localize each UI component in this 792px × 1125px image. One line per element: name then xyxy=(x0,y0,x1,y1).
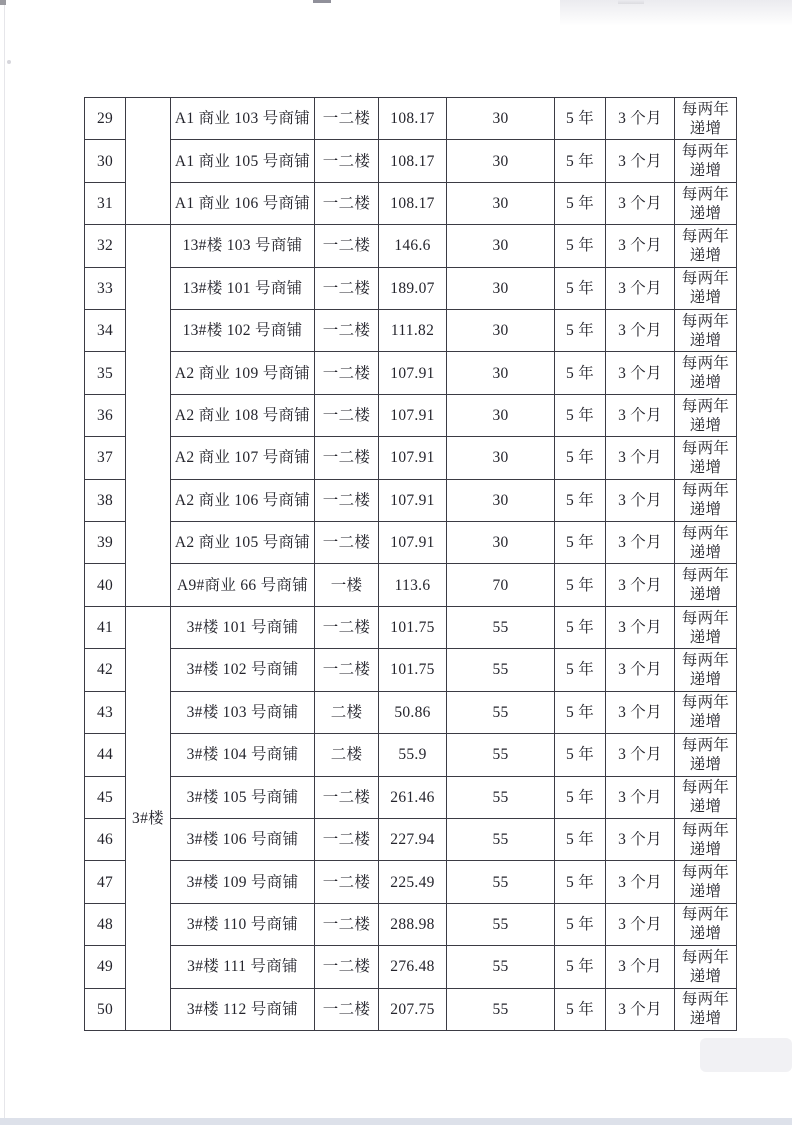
rent-increase-cell: 每两年递增 xyxy=(675,564,737,606)
shop-name-cell: 3#楼 109 号商铺 xyxy=(171,861,315,903)
price-cell: 30 xyxy=(447,225,555,267)
rent-increase-cell: 每两年递增 xyxy=(675,734,737,776)
price-cell: 55 xyxy=(447,988,555,1030)
rent-increase-cell: 每两年递增 xyxy=(675,861,737,903)
row-number-cell: 41 xyxy=(85,606,126,648)
rent-increase-cell: 每两年递增 xyxy=(675,649,737,691)
rent-increase-cell: 每两年递增 xyxy=(675,776,737,818)
floor-cell: 一二楼 xyxy=(315,988,379,1030)
shop-name-cell: 13#楼 102 号商铺 xyxy=(171,310,315,352)
table-row xyxy=(85,140,737,182)
rent-free-cell: 3 个月 xyxy=(606,776,675,818)
price-cell: 55 xyxy=(447,903,555,945)
floor-cell: 一二楼 xyxy=(315,182,379,224)
row-number-cell: 48 xyxy=(85,903,126,945)
rent-increase-cell: 每两年递增 xyxy=(675,267,737,309)
row-number-cell: 36 xyxy=(85,394,126,436)
building-group-cell xyxy=(126,98,171,225)
price-cell: 30 xyxy=(447,522,555,564)
rent-free-cell: 3 个月 xyxy=(606,140,675,182)
lease-term-cell: 5 年 xyxy=(555,649,606,691)
building-group-cell xyxy=(126,225,171,607)
lease-term-cell: 5 年 xyxy=(555,903,606,945)
price-cell: 30 xyxy=(447,352,555,394)
rent-increase-cell: 每两年递增 xyxy=(675,988,737,1030)
lease-term-cell: 5 年 xyxy=(555,267,606,309)
rent-increase-cell: 每两年递增 xyxy=(675,98,737,140)
price-cell: 30 xyxy=(447,267,555,309)
row-number-cell: 49 xyxy=(85,946,126,988)
row-number-cell: 43 xyxy=(85,691,126,733)
lease-term-cell: 5 年 xyxy=(555,522,606,564)
area-cell: 207.75 xyxy=(379,988,447,1030)
rent-increase-cell: 每两年递增 xyxy=(675,903,737,945)
shop-name-cell: 3#楼 102 号商铺 xyxy=(171,649,315,691)
table-row xyxy=(85,352,737,394)
floor-cell: 一二楼 xyxy=(315,479,379,521)
price-cell: 55 xyxy=(447,691,555,733)
rent-increase-cell: 每两年递增 xyxy=(675,182,737,224)
rent-free-cell: 3 个月 xyxy=(606,946,675,988)
lease-term-cell: 5 年 xyxy=(555,437,606,479)
table-row xyxy=(85,225,737,267)
area-cell: 225.49 xyxy=(379,861,447,903)
price-cell: 30 xyxy=(447,310,555,352)
row-number-cell: 46 xyxy=(85,818,126,860)
rent-increase-cell: 每两年递增 xyxy=(675,437,737,479)
floor-cell: 一二楼 xyxy=(315,649,379,691)
area-cell: 108.17 xyxy=(379,182,447,224)
area-cell: 50.86 xyxy=(379,691,447,733)
table-row xyxy=(85,98,737,140)
table-row xyxy=(85,394,737,436)
shop-name-cell: A2 商业 109 号商铺 xyxy=(171,352,315,394)
table-row xyxy=(85,988,737,1030)
table-row xyxy=(85,267,737,309)
table-row xyxy=(85,691,737,733)
area-cell: 276.48 xyxy=(379,946,447,988)
lease-term-cell: 5 年 xyxy=(555,140,606,182)
shop-name-cell: 3#楼 110 号商铺 xyxy=(171,903,315,945)
price-cell: 30 xyxy=(447,394,555,436)
lease-term-cell: 5 年 xyxy=(555,225,606,267)
rent-free-cell: 3 个月 xyxy=(606,310,675,352)
shop-name-cell: 3#楼 106 号商铺 xyxy=(171,818,315,860)
price-cell: 70 xyxy=(447,564,555,606)
area-cell: 111.82 xyxy=(379,310,447,352)
lease-term-cell: 5 年 xyxy=(555,98,606,140)
table-row xyxy=(85,479,737,521)
table-row xyxy=(85,903,737,945)
price-cell: 55 xyxy=(447,818,555,860)
rent-increase-cell: 每两年递增 xyxy=(675,606,737,648)
scan-artifact-bottom-strip xyxy=(0,1118,792,1125)
row-number-cell: 33 xyxy=(85,267,126,309)
floor-cell: 一二楼 xyxy=(315,225,379,267)
scan-artifact-top-mark xyxy=(618,0,644,4)
area-cell: 107.91 xyxy=(379,394,447,436)
shop-name-cell: 13#楼 103 号商铺 xyxy=(171,225,315,267)
table-row xyxy=(85,649,737,691)
rent-free-cell: 3 个月 xyxy=(606,564,675,606)
lease-term-cell: 5 年 xyxy=(555,606,606,648)
rent-free-cell: 3 个月 xyxy=(606,606,675,648)
lease-term-cell: 5 年 xyxy=(555,564,606,606)
area-cell: 55.9 xyxy=(379,734,447,776)
row-number-cell: 39 xyxy=(85,522,126,564)
row-number-cell: 50 xyxy=(85,988,126,1030)
table-row xyxy=(85,522,737,564)
price-cell: 30 xyxy=(447,182,555,224)
row-number-cell: 45 xyxy=(85,776,126,818)
lease-table xyxy=(84,97,737,1031)
rent-free-cell: 3 个月 xyxy=(606,437,675,479)
row-number-cell: 38 xyxy=(85,479,126,521)
price-cell: 55 xyxy=(447,946,555,988)
price-cell: 55 xyxy=(447,776,555,818)
price-cell: 30 xyxy=(447,479,555,521)
rent-increase-cell: 每两年递增 xyxy=(675,479,737,521)
shop-name-cell: A9#商业 66 号商铺 xyxy=(171,564,315,606)
floor-cell: 一楼 xyxy=(315,564,379,606)
table-row xyxy=(85,818,737,860)
lease-term-cell: 5 年 xyxy=(555,818,606,860)
rent-free-cell: 3 个月 xyxy=(606,818,675,860)
area-cell: 101.75 xyxy=(379,606,447,648)
lease-term-cell: 5 年 xyxy=(555,182,606,224)
area-cell: 108.17 xyxy=(379,140,447,182)
row-number-cell: 44 xyxy=(85,734,126,776)
shop-name-cell: A1 商业 106 号商铺 xyxy=(171,182,315,224)
lease-term-cell: 5 年 xyxy=(555,776,606,818)
area-cell: 107.91 xyxy=(379,522,447,564)
price-cell: 55 xyxy=(447,861,555,903)
table-row xyxy=(85,946,737,988)
rent-free-cell: 3 个月 xyxy=(606,98,675,140)
rent-free-cell: 3 个月 xyxy=(606,394,675,436)
floor-cell: 一二楼 xyxy=(315,267,379,309)
floor-cell: 一二楼 xyxy=(315,776,379,818)
row-number-cell: 32 xyxy=(85,225,126,267)
floor-cell: 二楼 xyxy=(315,734,379,776)
area-cell: 107.91 xyxy=(379,479,447,521)
rent-increase-cell: 每两年递增 xyxy=(675,140,737,182)
lease-term-cell: 5 年 xyxy=(555,310,606,352)
floor-cell: 一二楼 xyxy=(315,861,379,903)
area-cell: 107.91 xyxy=(379,352,447,394)
floor-cell: 一二楼 xyxy=(315,437,379,479)
table-row xyxy=(85,776,737,818)
rent-free-cell: 3 个月 xyxy=(606,352,675,394)
table-row xyxy=(85,861,737,903)
scan-artifact-speck xyxy=(7,60,11,64)
lease-term-cell: 5 年 xyxy=(555,861,606,903)
rent-increase-cell: 每两年递增 xyxy=(675,225,737,267)
row-number-cell: 29 xyxy=(85,98,126,140)
table-row xyxy=(85,310,737,352)
row-number-cell: 34 xyxy=(85,310,126,352)
floor-cell: 一二楼 xyxy=(315,818,379,860)
rent-free-cell: 3 个月 xyxy=(606,479,675,521)
shop-name-cell: A2 商业 106 号商铺 xyxy=(171,479,315,521)
area-cell: 146.6 xyxy=(379,225,447,267)
shop-name-cell: 3#楼 111 号商铺 xyxy=(171,946,315,988)
rent-increase-cell: 每两年递增 xyxy=(675,946,737,988)
rent-increase-cell: 每两年递增 xyxy=(675,352,737,394)
floor-cell: 一二楼 xyxy=(315,522,379,564)
floor-cell: 一二楼 xyxy=(315,352,379,394)
lease-term-cell: 5 年 xyxy=(555,734,606,776)
lease-table-body xyxy=(85,98,737,1031)
rent-free-cell: 3 个月 xyxy=(606,988,675,1030)
table-row xyxy=(85,564,737,606)
area-cell: 189.07 xyxy=(379,267,447,309)
rent-free-cell: 3 个月 xyxy=(606,649,675,691)
area-cell: 261.46 xyxy=(379,776,447,818)
table-row xyxy=(85,437,737,479)
scan-artifact-top-left-mark xyxy=(0,0,6,5)
row-number-cell: 30 xyxy=(85,140,126,182)
shop-name-cell: 3#楼 104 号商铺 xyxy=(171,734,315,776)
rent-free-cell: 3 个月 xyxy=(606,861,675,903)
shop-name-cell: 13#楼 101 号商铺 xyxy=(171,267,315,309)
row-number-cell: 31 xyxy=(85,182,126,224)
price-cell: 55 xyxy=(447,649,555,691)
row-number-cell: 35 xyxy=(85,352,126,394)
floor-cell: 一二楼 xyxy=(315,98,379,140)
shop-name-cell: A2 商业 105 号商铺 xyxy=(171,522,315,564)
floor-cell: 一二楼 xyxy=(315,946,379,988)
row-number-cell: 42 xyxy=(85,649,126,691)
rent-increase-cell: 每两年递增 xyxy=(675,818,737,860)
area-cell: 107.91 xyxy=(379,437,447,479)
shop-name-cell: A2 商业 107 号商铺 xyxy=(171,437,315,479)
scan-artifact-top-right-mottle xyxy=(560,0,792,26)
scan-artifact-bottom-right-mottle xyxy=(700,1038,792,1072)
lease-term-cell: 5 年 xyxy=(555,946,606,988)
price-cell: 30 xyxy=(447,140,555,182)
shop-name-cell: A2 商业 108 号商铺 xyxy=(171,394,315,436)
rent-free-cell: 3 个月 xyxy=(606,691,675,733)
table-row xyxy=(85,734,737,776)
rent-increase-cell: 每两年递增 xyxy=(675,394,737,436)
rent-increase-cell: 每两年递增 xyxy=(675,310,737,352)
table-row xyxy=(85,182,737,224)
area-cell: 227.94 xyxy=(379,818,447,860)
lease-term-cell: 5 年 xyxy=(555,691,606,733)
floor-cell: 二楼 xyxy=(315,691,379,733)
scan-artifact-top-mark xyxy=(313,0,331,3)
shop-name-cell: A1 商业 103 号商铺 xyxy=(171,98,315,140)
shop-name-cell: 3#楼 105 号商铺 xyxy=(171,776,315,818)
rent-free-cell: 3 个月 xyxy=(606,182,675,224)
shop-name-cell: A1 商业 105 号商铺 xyxy=(171,140,315,182)
rent-free-cell: 3 个月 xyxy=(606,225,675,267)
floor-cell: 一二楼 xyxy=(315,140,379,182)
rent-increase-cell: 每两年递增 xyxy=(675,691,737,733)
floor-cell: 一二楼 xyxy=(315,310,379,352)
area-cell: 108.17 xyxy=(379,98,447,140)
shop-name-cell: 3#楼 112 号商铺 xyxy=(171,988,315,1030)
price-cell: 55 xyxy=(447,606,555,648)
lease-term-cell: 5 年 xyxy=(555,479,606,521)
rent-increase-cell: 每两年递增 xyxy=(675,522,737,564)
building-group-cell: 3#楼 xyxy=(126,606,171,1030)
lease-term-cell: 5 年 xyxy=(555,352,606,394)
price-cell: 30 xyxy=(447,437,555,479)
rent-free-cell: 3 个月 xyxy=(606,734,675,776)
price-cell: 55 xyxy=(447,734,555,776)
row-number-cell: 37 xyxy=(85,437,126,479)
shop-name-cell: 3#楼 101 号商铺 xyxy=(171,606,315,648)
shop-name-cell: 3#楼 103 号商铺 xyxy=(171,691,315,733)
scan-artifact-left-line xyxy=(4,0,5,1125)
floor-cell: 一二楼 xyxy=(315,394,379,436)
floor-cell: 一二楼 xyxy=(315,606,379,648)
rent-free-cell: 3 个月 xyxy=(606,903,675,945)
floor-cell: 一二楼 xyxy=(315,903,379,945)
lease-term-cell: 5 年 xyxy=(555,394,606,436)
table-row xyxy=(85,606,737,648)
price-cell: 30 xyxy=(447,98,555,140)
area-cell: 101.75 xyxy=(379,649,447,691)
area-cell: 113.6 xyxy=(379,564,447,606)
rent-free-cell: 3 个月 xyxy=(606,267,675,309)
row-number-cell: 40 xyxy=(85,564,126,606)
row-number-cell: 47 xyxy=(85,861,126,903)
rent-free-cell: 3 个月 xyxy=(606,522,675,564)
lease-term-cell: 5 年 xyxy=(555,988,606,1030)
area-cell: 288.98 xyxy=(379,903,447,945)
